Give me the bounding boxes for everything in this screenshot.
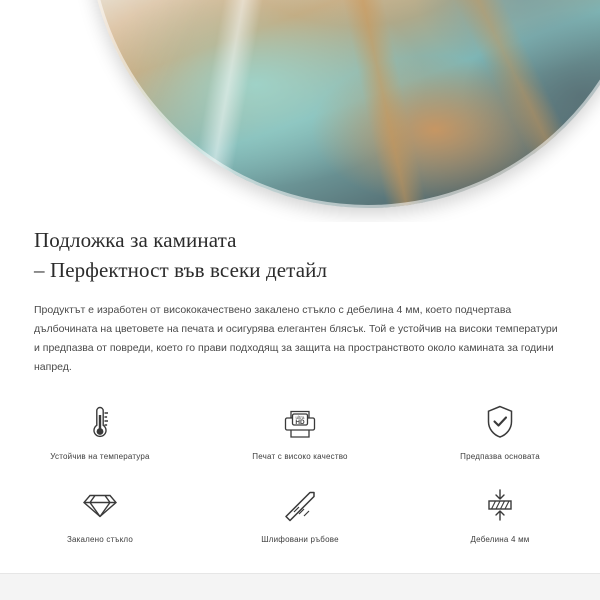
diamond-icon: [81, 483, 119, 527]
headline-line-1: Подложка за камината: [34, 228, 237, 252]
feature-grid: [0, 400, 600, 544]
footer-bar: [0, 573, 600, 600]
feature-label: Устойчив на температура: [50, 452, 150, 461]
svg-text:ultra: ultra: [295, 415, 305, 420]
feature-label: Предпазва основата: [460, 452, 540, 461]
feature-item-print-quality: [200, 400, 400, 461]
feature-item-tempered-glass: [0, 483, 200, 544]
feature-item-temperature: [0, 400, 200, 461]
feature-item-polished-edges: [200, 483, 400, 544]
description-content: [0, 225, 600, 377]
shield-check-icon: [483, 400, 517, 444]
thickness-arrows-icon: [482, 483, 518, 527]
feature-label: Печат с високо качество: [252, 452, 348, 461]
polished-edges-icon: [280, 483, 320, 527]
feature-item-thickness: [400, 483, 600, 544]
ultra-hd-print-icon: [278, 400, 322, 444]
headline-line-2: – Перфектност във всеки детайл: [34, 258, 328, 282]
page-title: [0, 225, 600, 285]
feature-item-protection: [400, 400, 600, 461]
feature-label: Шлифовани ръбове: [261, 535, 339, 544]
feature-label: Дебелина 4 мм: [470, 535, 530, 544]
hero-product-image: [0, 0, 600, 222]
description-paragraph: Продуктът е изработен от висококачествено закалено стъкло с дебелина 4 мм, което подчертава дълбочината на цветовете на печата и осигурява елегантен блясък. Той е устойчив на високи температури и предпазва от повреди, което го прави подходящ за защита на пространството около камината за години напред.: [34, 304, 558, 373]
feature-label: Закалено стъкло: [66, 535, 134, 544]
thermometer-icon: [85, 400, 115, 444]
svg-text:HD: HD: [295, 419, 305, 427]
